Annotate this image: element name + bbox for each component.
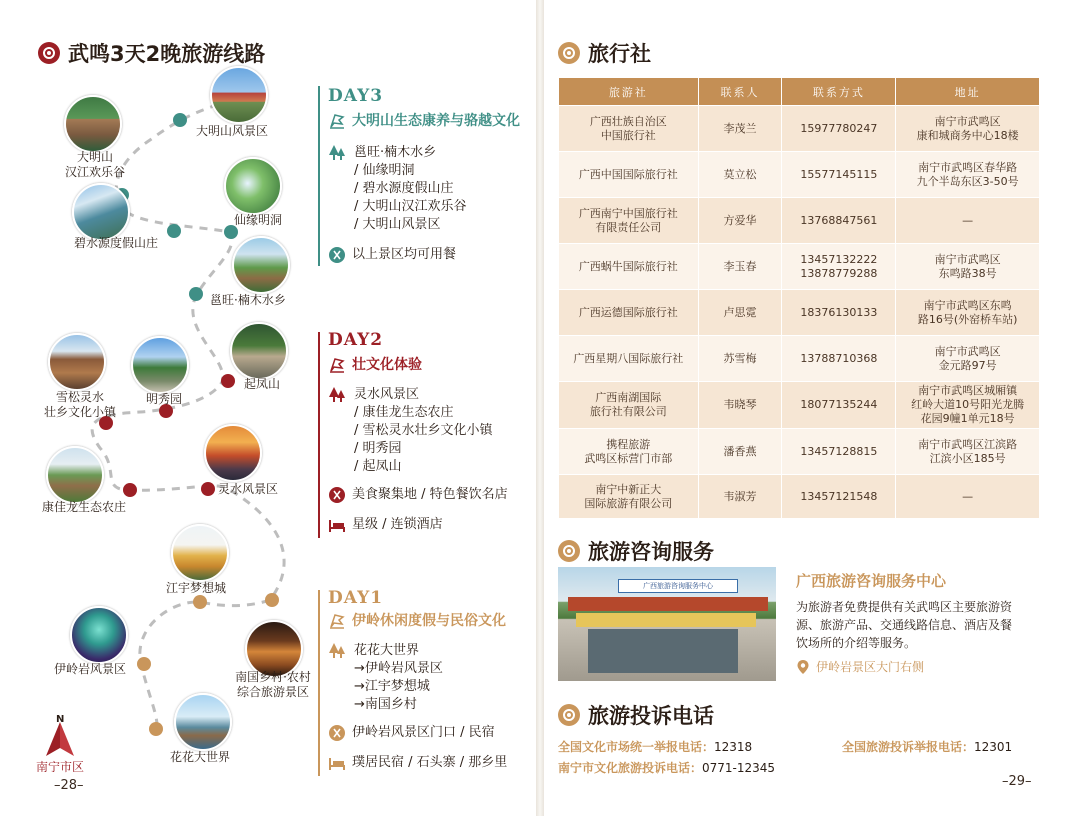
cell-phone-line: 18077135244 bbox=[800, 398, 878, 411]
label-hanjiang bbox=[60, 150, 130, 180]
book-gutter bbox=[536, 0, 544, 816]
center-location bbox=[796, 658, 924, 675]
cell-address-line: 花园9幢1单元18号 bbox=[920, 412, 1015, 425]
cell-address-line: — bbox=[962, 213, 974, 227]
day2-spot: / 明秀园 bbox=[354, 441, 402, 456]
cell-address bbox=[896, 152, 1040, 198]
cell-address bbox=[896, 198, 1040, 244]
center-location-text: 伊岭岩景区大门右侧 bbox=[816, 660, 925, 674]
hotline-3-number: 0771-12345 bbox=[702, 761, 776, 775]
emblem-icon bbox=[558, 540, 580, 562]
center-desc bbox=[796, 598, 1012, 652]
hotline-2-label: 全国旅游投诉举报电话： bbox=[842, 740, 975, 754]
cell-agency-name-line: 中国旅行社 bbox=[600, 128, 656, 142]
day1-spot: →南国乡村 bbox=[354, 697, 417, 712]
center-desc-line: 源、旅游产品、交通线路信息、酒店及餐 bbox=[796, 618, 1013, 632]
city-label: 南宁市区 bbox=[36, 760, 85, 774]
cell-phone-line: 13788710368 bbox=[800, 351, 878, 365]
cell-agency-name-line: 广西星期八国际旅行社 bbox=[573, 351, 684, 365]
table-row bbox=[559, 336, 1040, 382]
table-row bbox=[559, 198, 1040, 244]
photo-sign: 广西旅游咨询服务中心 bbox=[618, 579, 738, 593]
day1-bar bbox=[318, 590, 320, 776]
utensils-icon bbox=[328, 246, 346, 264]
tree-icon bbox=[328, 143, 346, 161]
cell-address-line: 红岭大道10号阳光龙腾 bbox=[911, 398, 1025, 411]
day1-theme-row bbox=[328, 612, 506, 630]
label-qifengshan: 起凤山 bbox=[244, 377, 281, 391]
cell-phone bbox=[782, 336, 896, 382]
cell-phone bbox=[782, 475, 896, 519]
cell-address-line: 金元路97号 bbox=[938, 358, 997, 372]
cell-phone bbox=[782, 244, 896, 290]
utensils-icon bbox=[328, 486, 346, 504]
day3-spot: 邕旺·楠木水乡 bbox=[354, 145, 437, 160]
node-qifengshan bbox=[221, 374, 235, 388]
cell-contact: 韦晓琴 bbox=[698, 382, 782, 429]
day3-theme-row bbox=[328, 112, 520, 130]
day1-spot: →江宇梦想城 bbox=[354, 679, 430, 694]
node-damingshan bbox=[173, 113, 187, 127]
table-header-cell: 地址 bbox=[896, 78, 1040, 106]
day2-hotel: 星级 / 连锁酒店 bbox=[352, 517, 443, 532]
day2-hotel-row bbox=[328, 516, 443, 534]
node-bawang bbox=[189, 287, 203, 301]
photo-hanjiang bbox=[64, 95, 122, 153]
page-number-right: –29– bbox=[1002, 774, 1032, 789]
photo-banner bbox=[576, 613, 756, 627]
node-kangjialong bbox=[123, 483, 137, 497]
page-number-left: –28– bbox=[54, 778, 84, 793]
day1-food-row bbox=[328, 724, 495, 742]
cell-phone bbox=[782, 382, 896, 429]
table-header-cell: 联系方式 bbox=[782, 78, 896, 106]
cell-agency-name-line: 有限责任公司 bbox=[595, 220, 662, 234]
photo-yilingyan bbox=[70, 606, 128, 664]
center-desc-line: 饮场所的介绍等服务。 bbox=[796, 636, 917, 650]
label-nanguo-line2: 综合旅游景区 bbox=[236, 685, 309, 699]
tree-icon bbox=[328, 641, 346, 659]
table-row bbox=[559, 106, 1040, 152]
table-header-row bbox=[559, 78, 1040, 106]
cell-phone-line: 13457132222 bbox=[800, 252, 878, 266]
emblem-icon bbox=[558, 704, 580, 726]
day2-spot: / 康佳龙生态农庄 bbox=[354, 405, 454, 420]
cell-address bbox=[896, 106, 1040, 152]
hotline-3-label: 南宁市文化旅游投诉电话： bbox=[558, 761, 703, 775]
cell-address-line: 南宁市武鸣区 bbox=[934, 114, 1001, 128]
location-pin-icon bbox=[796, 659, 810, 675]
cell-agency-name-line: 广西中国国际旅行社 bbox=[578, 167, 678, 181]
photo-door bbox=[588, 629, 738, 673]
day3-meal: 以上景区均可用餐 bbox=[352, 247, 457, 262]
cell-address-line: 九个半岛东区3-50号 bbox=[916, 174, 1019, 188]
cell-phone bbox=[782, 429, 896, 475]
emblem-icon bbox=[558, 42, 580, 64]
north-arrow-icon bbox=[46, 722, 74, 756]
cell-phone bbox=[782, 152, 896, 198]
complaint-title bbox=[558, 700, 714, 730]
cell-address bbox=[896, 336, 1040, 382]
day3-spot: / 仙缘明洞 bbox=[354, 163, 415, 178]
cell-address-line: 东鸣路38号 bbox=[938, 266, 997, 280]
photo-qifengshan bbox=[230, 322, 288, 380]
label-nanguo-line1: 南国乡村·农村 bbox=[235, 670, 311, 684]
photo-huahua bbox=[174, 693, 232, 751]
tree-icon bbox=[328, 385, 346, 403]
flag-icon bbox=[328, 356, 346, 374]
cell-contact: 李茂兰 bbox=[698, 106, 782, 152]
consult-title-text: 旅游咨询服务 bbox=[588, 540, 714, 564]
cell-contact: 苏雪梅 bbox=[698, 336, 782, 382]
photo-xuesong bbox=[48, 333, 106, 391]
cell-phone bbox=[782, 290, 896, 336]
node-huahua bbox=[149, 722, 163, 736]
day1-hotel-row bbox=[328, 754, 507, 772]
hotline-2 bbox=[842, 738, 1012, 755]
label-hanjiang-line1: 大明山 bbox=[76, 150, 113, 164]
label-xuesong-line2: 壮乡文化小镇 bbox=[43, 405, 116, 419]
cell-agency-name-line: 南宁中新正大 bbox=[595, 482, 662, 496]
cell-agency-name-line: 携程旅游 bbox=[606, 437, 651, 451]
photo-kangjialong bbox=[46, 446, 104, 504]
label-damingshan: 大明山风景区 bbox=[196, 124, 269, 138]
cell-address-line: 南宁市武鸣区江滨路 bbox=[918, 437, 1018, 451]
day1-hotel: 璞居民宿 / 石头寨 / 那乡里 bbox=[352, 755, 508, 770]
cell-contact: 莫立松 bbox=[698, 152, 782, 198]
label-nanguo bbox=[228, 670, 318, 700]
day3-spot: / 碧水源度假山庄 bbox=[354, 181, 454, 196]
photo-bawang bbox=[232, 236, 290, 294]
day3-meal-row bbox=[328, 246, 456, 264]
cell-agency-name bbox=[559, 429, 699, 475]
route-title-text: 武鸣3天2晚旅游线路 bbox=[68, 42, 266, 66]
cell-address bbox=[896, 382, 1040, 429]
cell-phone-line: 15977780247 bbox=[800, 121, 878, 135]
day3-nodes bbox=[115, 113, 238, 301]
day2-theme: 壮文化体验 bbox=[352, 357, 422, 373]
cell-phone-line: 13457128815 bbox=[800, 444, 878, 458]
day3-label: DAY3 bbox=[328, 86, 384, 106]
day3-bar bbox=[318, 86, 320, 266]
cell-agency-name bbox=[559, 198, 699, 244]
complaint-title-text: 旅游投诉电话 bbox=[588, 704, 714, 728]
center-name: 广西旅游咨询服务中心 bbox=[796, 572, 947, 590]
day1-label: DAY1 bbox=[328, 588, 384, 608]
photo-mingxiuyuan bbox=[131, 336, 189, 394]
cell-address-line: 路16号(外窑桥车站) bbox=[917, 312, 1018, 326]
cell-agency-name bbox=[559, 244, 699, 290]
label-xuesong bbox=[40, 390, 120, 420]
cell-address-line: 南宁市武鸣区东鸣 bbox=[923, 298, 1012, 312]
consult-center-photo bbox=[558, 567, 776, 681]
cell-address bbox=[896, 475, 1040, 519]
label-hanjiang-line2: 汉江欢乐谷 bbox=[64, 165, 125, 179]
hotline-1-label: 全国文化市场统一举报电话： bbox=[558, 740, 715, 754]
agency-title bbox=[558, 38, 651, 68]
table-row bbox=[559, 290, 1040, 336]
hotline-1-number: 12318 bbox=[714, 740, 753, 754]
cell-agency-name bbox=[559, 106, 699, 152]
table-header-cell: 旅游社 bbox=[559, 78, 699, 106]
table-header-cell: 联系人 bbox=[698, 78, 782, 106]
cell-agency-name-line: 广西运德国际旅行社 bbox=[578, 305, 678, 319]
hotline-2-number: 12301 bbox=[974, 740, 1013, 754]
cell-phone-line: 15577145115 bbox=[800, 167, 878, 181]
cell-address bbox=[896, 429, 1040, 475]
cell-contact: 韦淑芳 bbox=[698, 475, 782, 519]
cell-phone-line: 13457121548 bbox=[800, 489, 878, 503]
photo-roof bbox=[568, 597, 768, 611]
table-row bbox=[559, 475, 1040, 519]
cell-address bbox=[896, 244, 1040, 290]
cell-contact: 卢思霓 bbox=[698, 290, 782, 336]
day2-bar bbox=[318, 332, 320, 538]
cell-phone-line: 13878779288 bbox=[800, 266, 878, 280]
label-huahua: 花花大世界 bbox=[170, 750, 231, 764]
node-jiangyu bbox=[193, 595, 207, 609]
day3-spot: / 大明山风景区 bbox=[354, 217, 441, 232]
day2-food-row bbox=[328, 486, 508, 504]
cell-contact: 李玉春 bbox=[698, 244, 782, 290]
cell-agency-name-line: 广西南宁中国旅行社 bbox=[578, 206, 678, 220]
cell-agency-name-line: 广西南湖国际 bbox=[595, 391, 662, 404]
day2-spot: / 起凤山 bbox=[354, 459, 402, 474]
hotline-3 bbox=[558, 759, 775, 776]
day2-spot: 灵水风景区 bbox=[354, 387, 420, 402]
node-nanguo bbox=[265, 593, 279, 607]
label-bawang: 邕旺·楠木水乡 bbox=[210, 293, 286, 307]
cell-phone bbox=[782, 198, 896, 244]
table-row bbox=[559, 429, 1040, 475]
cell-phone-line: 18376130133 bbox=[800, 305, 878, 319]
flag-icon bbox=[328, 612, 346, 630]
photo-bishuiyuan bbox=[72, 183, 130, 241]
table-row bbox=[559, 152, 1040, 198]
label-bishuiyuan: 碧水源度假山庄 bbox=[74, 236, 159, 250]
label-lingshui: 灵水风景区 bbox=[218, 482, 279, 496]
cell-agency-name-line: 旅行社有限公司 bbox=[589, 405, 667, 418]
day1-food: 伊岭岩风景区门口 / 民宿 bbox=[352, 725, 495, 740]
cell-address-line: 南宁市武鸣区春华路 bbox=[918, 160, 1018, 174]
cell-agency-name bbox=[559, 152, 699, 198]
day2-food: 美食聚集地 / 特色餐饮名店 bbox=[352, 487, 508, 502]
center-desc-line: 为旅游者免费提供有关武鸣区主要旅游资 bbox=[796, 600, 1013, 614]
cell-agency-name bbox=[559, 475, 699, 519]
photo-jiangyu bbox=[171, 524, 229, 582]
label-xianyuan: 仙缘明洞 bbox=[234, 213, 283, 227]
cell-address-line: 南宁市武鸣区城厢镇 bbox=[918, 384, 1018, 397]
utensils-icon bbox=[328, 724, 346, 742]
table-row bbox=[559, 244, 1040, 290]
label-xuesong-line1: 雪松灵水 bbox=[55, 390, 104, 404]
compass-label: N bbox=[56, 714, 65, 725]
cell-address-line: 康和城商务中心18楼 bbox=[916, 128, 1019, 142]
agency-title-text: 旅行社 bbox=[588, 42, 651, 66]
node-lingshui bbox=[201, 482, 215, 496]
day1-spot: 花花大世界 bbox=[354, 643, 420, 658]
label-jiangyu: 江宇梦想城 bbox=[166, 581, 227, 595]
cell-agency-name-line: 广西蜗牛国际旅行社 bbox=[578, 259, 678, 273]
label-kangjialong: 康佳龙生态农庄 bbox=[42, 500, 127, 514]
bed-icon bbox=[328, 516, 346, 534]
day1-spot: →伊岭岩风景区 bbox=[354, 661, 443, 676]
node-yilingyan bbox=[137, 657, 151, 671]
photo-lingshui bbox=[204, 424, 262, 482]
cell-address-line: — bbox=[962, 489, 974, 503]
cell-address-line: 南宁市武鸣区 bbox=[934, 344, 1001, 358]
cell-contact: 潘香燕 bbox=[698, 429, 782, 475]
hotline-1 bbox=[558, 738, 752, 755]
flag-icon bbox=[328, 112, 346, 130]
label-mingxiuyuan: 明秀园 bbox=[146, 392, 183, 406]
cell-agency-name bbox=[559, 290, 699, 336]
bed-icon bbox=[328, 754, 346, 772]
label-yilingyan: 伊岭岩风景区 bbox=[54, 662, 127, 676]
photo-damingshan bbox=[210, 66, 268, 124]
cell-agency-name bbox=[559, 382, 699, 429]
cell-phone bbox=[782, 106, 896, 152]
table-row bbox=[559, 382, 1040, 429]
photo-xianyuan bbox=[224, 157, 282, 215]
cell-address-line: 江滨小区185号 bbox=[929, 451, 1006, 465]
node-bishuiyuan bbox=[167, 224, 181, 238]
cell-agency-name bbox=[559, 336, 699, 382]
cell-agency-name-line: 国际旅游有限公司 bbox=[584, 496, 673, 510]
day1-theme: 伊岭休闲度假与民俗文化 bbox=[352, 613, 506, 629]
day3-spot: / 大明山汉江欢乐谷 bbox=[354, 199, 467, 214]
cell-agency-name-line: 广西壮族自治区 bbox=[589, 114, 667, 128]
agency-table bbox=[558, 77, 1040, 519]
cell-address bbox=[896, 290, 1040, 336]
cell-address-line: 南宁市武鸣区 bbox=[934, 252, 1001, 266]
cell-phone-line: 13768847561 bbox=[800, 213, 878, 227]
day2-spot: / 雪松灵水壮乡文化小镇 bbox=[354, 423, 493, 438]
day3-theme: 大明山生态康养与骆越文化 bbox=[352, 113, 520, 129]
cell-contact: 方爱华 bbox=[698, 198, 782, 244]
consult-title bbox=[558, 536, 714, 566]
cell-agency-name-line: 武鸣区标营门市部 bbox=[584, 451, 673, 465]
day2-label: DAY2 bbox=[328, 330, 384, 350]
day2-theme-row bbox=[328, 356, 422, 374]
